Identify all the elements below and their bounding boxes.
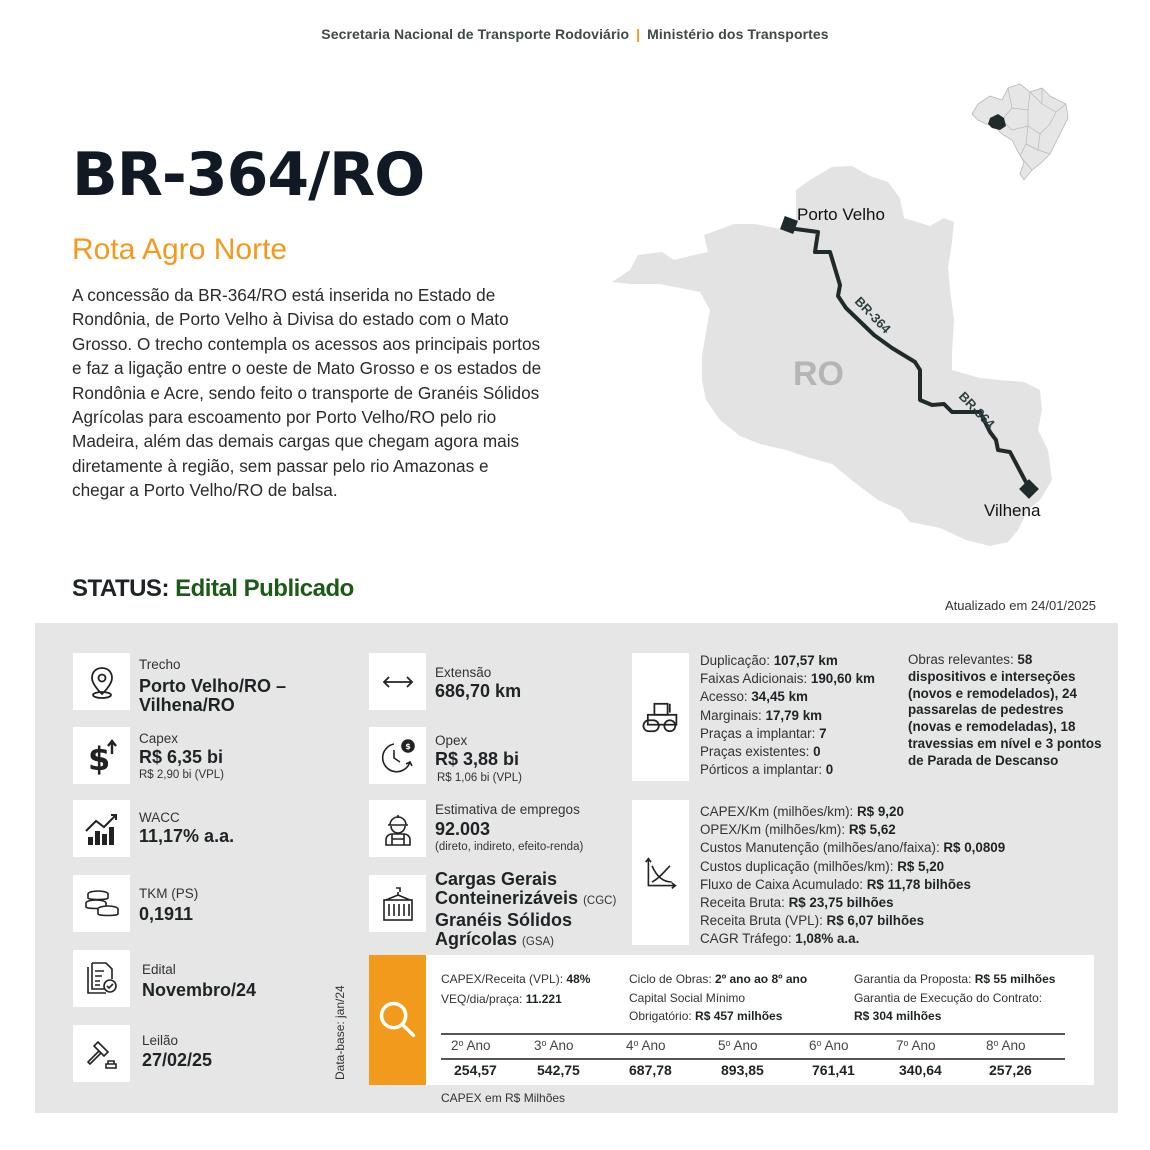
financeiro-item-value: R$ 6,07 bilhões xyxy=(826,913,925,929)
obras-item-value: 34,45 km xyxy=(751,689,808,705)
year-word: Ano xyxy=(463,1038,491,1053)
capex-value: R$ 6,35 bi xyxy=(139,747,224,767)
status-line xyxy=(72,575,354,603)
ciclo-obras xyxy=(629,970,807,989)
trecho-label: Trecho xyxy=(139,657,181,672)
extensao-icon-box xyxy=(369,653,426,710)
financeiro-item-value: R$ 5,20 xyxy=(897,858,945,874)
year-num: 5 xyxy=(718,1038,726,1053)
ciclo-label: Ciclo de Obras: xyxy=(629,972,716,986)
ciclo-value: 2º ano ao 8º ano xyxy=(715,972,808,986)
garantia-proposta xyxy=(854,970,1055,989)
trecho-icon-box xyxy=(73,653,130,710)
financeiro-item xyxy=(700,821,1005,839)
bar-chart-up-icon xyxy=(82,809,122,849)
header-separator: | xyxy=(636,26,641,42)
capex-icon-box xyxy=(73,727,130,784)
obras-item xyxy=(700,707,875,725)
financeiro-item xyxy=(700,803,1005,821)
obras-list xyxy=(700,652,875,779)
cargas-line1: Cargas Gerais xyxy=(435,869,558,889)
container-icon xyxy=(378,884,418,924)
financeiro-item-value: R$ 9,20 xyxy=(857,804,904,819)
curves-chart-icon xyxy=(643,855,679,891)
year-num: 6 xyxy=(809,1038,817,1053)
worker-icon xyxy=(378,809,418,849)
data-base: Data-base: jan/24 xyxy=(333,985,347,1080)
leilao-icon-box xyxy=(73,1025,130,1082)
obras-item xyxy=(700,725,875,743)
financeiro-list xyxy=(700,803,1005,949)
svg-text:$: $ xyxy=(404,741,411,751)
empregos-label: Estimativa de empregos xyxy=(435,802,580,817)
porto-velho-label: Porto Velho xyxy=(797,205,885,224)
year-value: 542,75 xyxy=(537,1062,580,1078)
year-value: 340,64 xyxy=(899,1062,942,1078)
garantia-proposta-label: Garantia da Proposta: xyxy=(854,972,975,986)
obras-item xyxy=(700,743,875,761)
cargas-cgc xyxy=(435,870,616,952)
obras-item xyxy=(700,688,875,706)
obras-item-value: 0 xyxy=(813,744,821,760)
year-num: 8 xyxy=(986,1038,994,1053)
edital-label: Edital xyxy=(142,962,176,977)
year-header xyxy=(451,1038,531,1053)
brazil-minimap xyxy=(972,84,1068,180)
obras-item xyxy=(700,652,875,670)
svg-text:$: $ xyxy=(87,739,110,776)
year-value: 893,85 xyxy=(721,1062,764,1078)
obras-item-value: 17,79 km xyxy=(765,707,823,723)
financeiro-item-label: Receita Bruta (VPL): xyxy=(700,913,827,929)
veq-label: VEQ/dia/praça: xyxy=(441,992,526,1006)
table-mid-rule xyxy=(441,1058,1065,1060)
year-ord: o xyxy=(725,1038,731,1048)
road-roller-icon xyxy=(639,695,683,739)
obras-relevantes-label: Obras relevantes: xyxy=(908,652,1018,667)
obras-item-label: Acesso: xyxy=(700,689,752,705)
table-top-rule xyxy=(441,1033,1065,1035)
year-header xyxy=(809,1038,889,1053)
year-word: Ano xyxy=(546,1038,574,1053)
capex-vpl: R$ 2,90 bi (VPL) xyxy=(139,769,225,781)
year-num: 7 xyxy=(896,1038,904,1053)
financeiro-item xyxy=(700,894,1005,912)
road-label-1: BR-364 xyxy=(851,293,894,337)
year-ord: o xyxy=(458,1038,464,1048)
year-header xyxy=(626,1038,706,1053)
year-num: 4 xyxy=(626,1038,634,1053)
financeiro-icon-box xyxy=(632,800,689,945)
year-word: Ano xyxy=(998,1038,1026,1053)
garantia-exec-label: Garantia de Execução do Contrato: xyxy=(854,991,1043,1005)
extensao-value: 686,70 km xyxy=(435,681,522,701)
year-ord: o xyxy=(541,1038,547,1048)
cargas-line2-wrap xyxy=(435,889,616,911)
capex-receita-label: CAPEX/Receita (VPL): xyxy=(441,972,567,986)
state-label: RO xyxy=(793,355,844,393)
cargas-line4: Agrícolas xyxy=(435,929,518,949)
search-icon-box xyxy=(369,955,426,1085)
vilhena-label: Vilhena xyxy=(984,501,1041,520)
cargas-line2: Conteinerizáveis xyxy=(435,888,579,908)
agency-header xyxy=(0,26,1150,42)
tkm-label: TKM (PS) xyxy=(139,886,199,901)
financeiro-item-label: Receita Bruta: xyxy=(700,895,789,911)
road-label-2: BR-364 xyxy=(955,388,998,432)
obras-item-value: 7 xyxy=(819,725,827,741)
garantia-execucao xyxy=(854,989,1042,1026)
year-ord: o xyxy=(633,1038,639,1048)
veq-value: 11.221 xyxy=(525,992,562,1006)
year-header xyxy=(986,1038,1066,1053)
description: A concessão da BR-364/RO está inserida no Estado de Rondônia, de Porto Velho à Divisa do estado com o Mato Grosso. O trecho contempla os acessos aos principais portos e faz a ligação entre o oeste de Mato Grosso e os estados de Rondônia e Acre, sendo feito o transporte de Granéis Sólidos Agrícolas para escoamento por Porto Velho/RO pelo rio Madeira, além das demais cargas que chegam agora mais diretamente à região, sem passar pelo rio Amazonas e chegar a Porto Velho/RO de balsa. xyxy=(72,285,542,501)
financeiro-item-label: CAGR Tráfego: xyxy=(700,931,796,947)
financeiro-item xyxy=(700,839,1005,857)
obras-item-value: 190,60 km xyxy=(810,671,875,687)
opex-label: Opex xyxy=(435,733,468,748)
route-map xyxy=(600,70,1100,550)
updated-date: Atualizado em 24/01/2025 xyxy=(944,598,1096,613)
year-value: 257,26 xyxy=(989,1062,1032,1078)
financeiro-item xyxy=(700,930,1005,948)
financeiro-item xyxy=(700,912,1005,930)
obras-item-label: Praças a implantar: xyxy=(700,725,820,741)
status-label: STATUS: xyxy=(72,575,169,602)
financeiro-item-label: OPEX/Km (milhões/km): xyxy=(700,822,849,838)
cargas-icon-box xyxy=(369,875,426,932)
obras-item-label: Faixas Adicionais: xyxy=(700,671,811,687)
capital-value: R$ 457 milhões xyxy=(695,1009,783,1023)
year-num: 2 xyxy=(451,1038,459,1053)
obras-item-value: 0 xyxy=(825,762,834,778)
opex-vpl: R$ 1,06 bi (VPL) xyxy=(437,772,523,784)
clock-dollar-icon xyxy=(378,736,418,776)
empregos-note: (direto, indireto, efeito-renda) xyxy=(435,841,584,853)
financeiro-item-value: 1,08% a.a. xyxy=(795,931,860,947)
opex-value: R$ 3,88 bi xyxy=(435,749,520,769)
year-value: 761,41 xyxy=(812,1062,855,1078)
cargas-line3: Granéis Sólidos xyxy=(435,910,573,930)
status-badge: Edital Publicado xyxy=(175,575,354,602)
year-word: Ano xyxy=(638,1038,666,1053)
obras-item-label: Praças existentes: xyxy=(700,744,814,760)
year-header xyxy=(896,1038,976,1053)
financeiro-item-label: Custos Manutenção (milhões/ano/faixa): xyxy=(700,840,944,856)
page-subtitle: Rota Agro Norte xyxy=(72,233,288,266)
financeiro-item-value: R$ 0,0809 xyxy=(943,840,1006,856)
arrows-horizontal-icon xyxy=(378,662,418,702)
financeiro-item-label: Custos duplicação (milhões/km): xyxy=(700,858,898,874)
financeiro-item-value: R$ 11,78 bilhões xyxy=(866,876,971,892)
obras-item xyxy=(700,670,875,688)
year-value: 687,78 xyxy=(629,1062,672,1078)
agency-name: Secretaria Nacional de Transporte Rodoviário xyxy=(321,26,630,42)
obras-icon-box xyxy=(632,653,689,781)
extensao-label: Extensão xyxy=(435,665,492,680)
year-ord: o xyxy=(993,1038,999,1048)
obras-item xyxy=(700,761,875,779)
capital-social xyxy=(629,989,782,1026)
financeiro-item-value: R$ 5,62 xyxy=(848,822,896,838)
wacc-value: 11,17% a.a. xyxy=(139,826,235,846)
search-icon xyxy=(376,998,420,1042)
year-word: Ano xyxy=(908,1038,936,1053)
cargas-line4-wrap xyxy=(435,930,616,952)
ministry-name: Ministério dos Transportes xyxy=(647,26,829,42)
gsa-tag: (GSA) xyxy=(522,936,554,948)
coins-icon xyxy=(82,884,122,924)
empregos-value: 92.003 xyxy=(435,819,491,839)
capital-label-2: Obrigatório: xyxy=(629,1009,696,1023)
trecho-value: Porto Velho/RO – Vilhena/RO xyxy=(139,676,287,715)
garantia-proposta-value: R$ 55 milhões xyxy=(974,972,1056,986)
financeiro-item-label: CAPEX/Km (milhões/km): xyxy=(700,804,857,819)
checklist-icon xyxy=(82,959,122,999)
capex-label: Capex xyxy=(139,731,179,746)
capital-line-2 xyxy=(629,1007,782,1026)
map-pin-icon xyxy=(82,662,122,702)
year-num: 3 xyxy=(534,1038,542,1053)
year-header xyxy=(534,1038,614,1053)
financeiro-item xyxy=(700,858,1005,876)
year-ord: o xyxy=(903,1038,909,1048)
capex-receita xyxy=(441,970,590,989)
year-word: Ano xyxy=(821,1038,849,1053)
garantia-exec-value: R$ 304 milhões xyxy=(854,1009,942,1023)
edital-value: Novembro/24 xyxy=(142,980,257,1000)
wacc-label: WACC xyxy=(139,810,180,825)
obras-item-label: Pórticos a implantar: xyxy=(700,762,826,778)
year-header xyxy=(718,1038,798,1053)
tkm-icon-box xyxy=(73,875,130,932)
wacc-icon-box xyxy=(73,800,130,857)
year-word: Ano xyxy=(730,1038,758,1053)
year-value: 254,57 xyxy=(454,1062,497,1078)
capex-receita-value: 48% xyxy=(566,972,591,986)
obras-relevantes-value: 58 dispositivos e interseções (novos e remodelados), 24 passarelas de pedestres (novas e remodeladas), 18 travessias em nível e 3 pontos de Parada de Descanso xyxy=(908,652,1102,768)
capital-label-1: Capital Social Mínimo xyxy=(629,991,746,1005)
tkm-value: 0,1911 xyxy=(139,904,194,924)
page-title: BR-364/RO xyxy=(72,140,425,210)
obras-item-label: Duplicação: xyxy=(700,653,774,668)
leilao-label: Leilão xyxy=(142,1033,179,1048)
opex-icon-box xyxy=(369,727,426,784)
leilao-value: 27/02/25 xyxy=(142,1050,213,1070)
gavel-icon xyxy=(82,1034,122,1074)
obras-item-label: Marginais: xyxy=(700,707,766,723)
financeiro-item-value: R$ 23,75 bilhões xyxy=(788,895,894,911)
year-ord: o xyxy=(816,1038,822,1048)
edital-icon-box xyxy=(73,950,130,1007)
dollar-up-icon xyxy=(82,736,122,776)
empregos-icon-box xyxy=(369,800,426,857)
obras-item-value: 107,57 km xyxy=(773,653,838,668)
financeiro-item xyxy=(700,876,1005,894)
cgc-tag: (CGC) xyxy=(583,895,617,907)
financeiro-item-label: Fluxo de Caixa Acumulado: xyxy=(700,876,867,892)
obras-relevantes xyxy=(908,652,1108,770)
veq xyxy=(441,990,562,1009)
capex-note: CAPEX em R$ Milhões xyxy=(441,1091,566,1105)
